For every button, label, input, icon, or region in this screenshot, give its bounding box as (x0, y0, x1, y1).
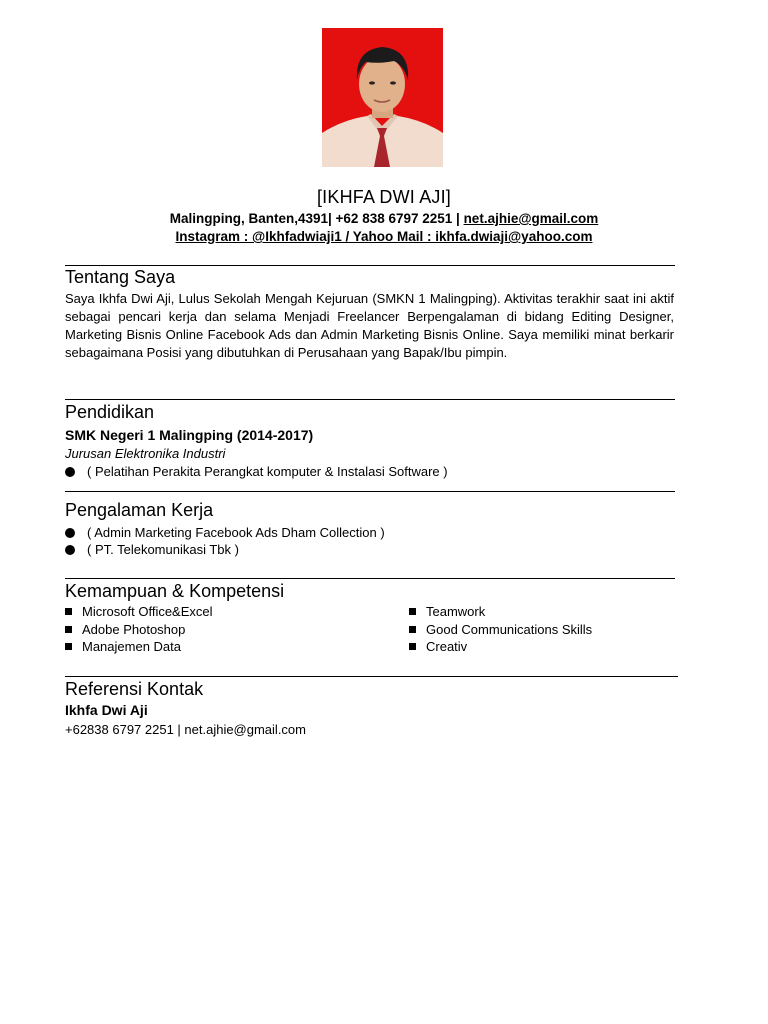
about-text: Saya Ikhfa Dwi Aji, Lulus Sekolah Mengah Kejuruan (SMKN 1 Malingping). Aktivitas terakhir saat ini aktif sebagai pencari kerja dan selama Menjadi Freelancer Berpengalaman di bidang Editing Designer, Marketing Bisnis Online Facebook Ads dan Admin Marketing Bisnis Online. Saya memiliki minat berkarir sebagaimana Posisi yang dibutuhkan di Perusahaan yang Bapak/Ibu pimpin. (65, 291, 674, 360)
bullet-icon (65, 467, 75, 477)
candidate-name: [IKHFA DWI AJI] (316, 187, 452, 207)
section-title-reference: Referensi Kontak (65, 679, 204, 699)
divider (65, 578, 675, 579)
skill-item: Manajemen Data (65, 639, 181, 654)
contact-line-1 (0, 211, 768, 226)
section-title-skills: Kemampuan & Kompetensi (65, 581, 285, 601)
square-bullet-icon (409, 608, 416, 615)
reference-contact: +62838 6797 2251 | net.ajhie@gmail.com (65, 722, 306, 737)
skill-item: Teamwork (409, 604, 485, 619)
address-phone: Malingping, Banten,4391| +62 838 6797 2251 | (169, 211, 464, 226)
reference-name: Ikhfa Dwi Aji (65, 702, 148, 718)
profile-photo-illustration (322, 28, 443, 167)
experience-item: ( PT. Telekomunikasi Tbk ) (65, 542, 239, 557)
skill-item: Good Communications Skills (409, 622, 592, 637)
experience-item: ( Admin Marketing Facebook Ads Dham Collection ) (65, 525, 385, 540)
square-bullet-icon (409, 626, 416, 633)
square-bullet-icon (65, 626, 72, 633)
bullet-icon (65, 528, 75, 538)
square-bullet-icon (65, 608, 72, 615)
profile-photo (322, 28, 443, 167)
school-name: SMK Negeri 1 Malingping (2014-2017) (65, 427, 314, 443)
divider (65, 491, 675, 492)
school-major: Jurusan Elektronika Industri (65, 446, 226, 461)
divider (65, 676, 678, 677)
skill-item: Adobe Photoshop (65, 622, 185, 637)
education-item: ( Pelatihan Perakita Perangkat komputer & Instalasi Software ) (65, 464, 448, 479)
divider (65, 265, 675, 266)
contact-line-2[interactable]: Instagram : @Ikhfadwiaji1 / Yahoo Mail : ikhfa.dwiaji@yahoo.com (175, 229, 593, 244)
bullet-icon (65, 545, 75, 555)
divider (65, 399, 675, 400)
square-bullet-icon (409, 643, 416, 650)
section-title-experience: Pengalaman Kerja (65, 500, 214, 520)
skill-item: Creativ (409, 639, 467, 654)
skill-item: Microsoft Office&Excel (65, 604, 213, 619)
section-title-about: Tentang Saya (65, 267, 176, 287)
email-link[interactable]: net.ajhie@gmail.com (463, 211, 599, 226)
square-bullet-icon (65, 643, 72, 650)
section-title-education: Pendidikan (65, 402, 155, 422)
